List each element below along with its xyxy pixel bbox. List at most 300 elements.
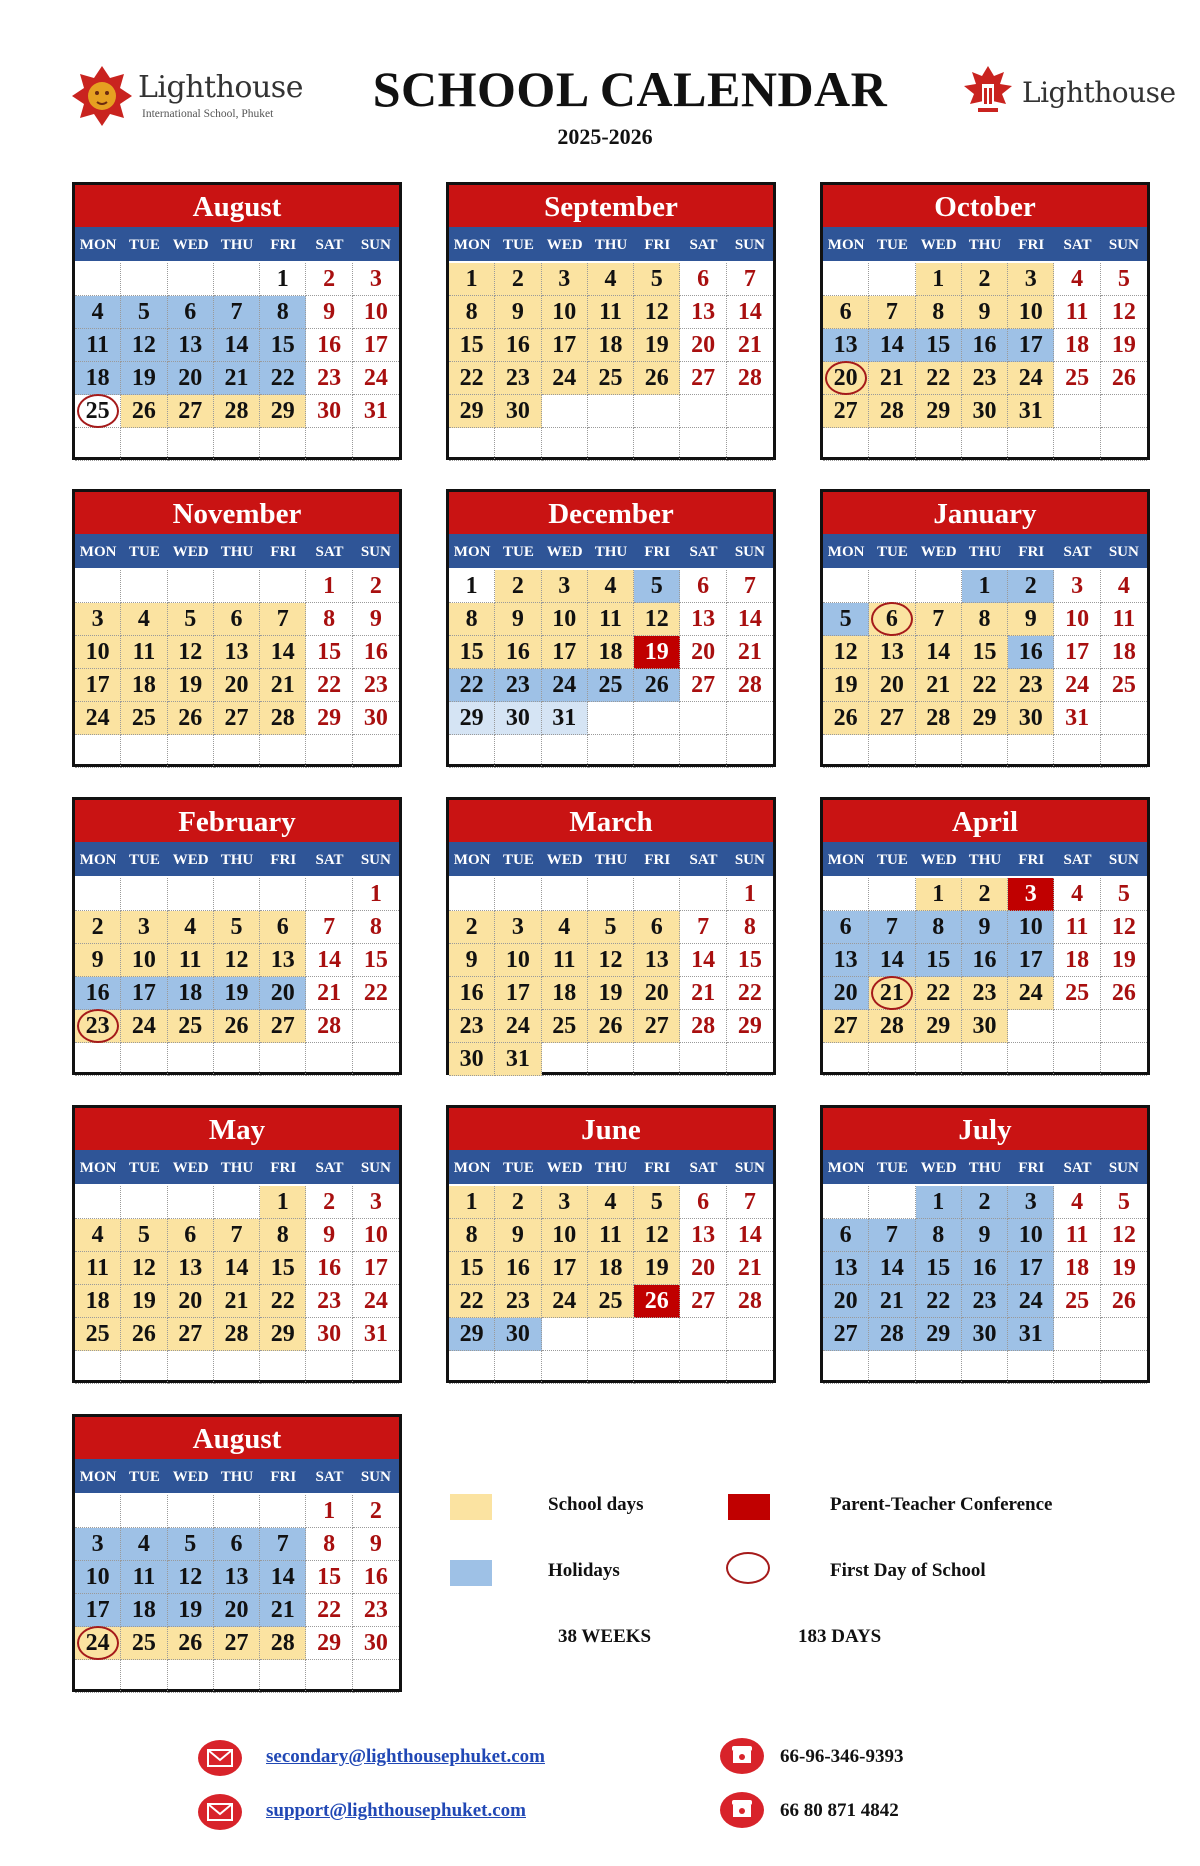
day-cell bbox=[121, 1351, 167, 1384]
day-cell: 25 bbox=[588, 669, 634, 702]
day-cell: 5 bbox=[634, 263, 680, 296]
day-cell: 13 bbox=[869, 636, 915, 669]
day-cell: 13 bbox=[168, 329, 214, 362]
day-cell: 16 bbox=[495, 329, 541, 362]
day-cell: 21 bbox=[260, 1594, 306, 1627]
day-cell bbox=[542, 428, 588, 461]
day-cell: 27 bbox=[823, 1010, 869, 1043]
weekday-label: WED bbox=[172, 1160, 209, 1176]
day-cell: 23 bbox=[495, 1285, 541, 1318]
day-cell: 9 bbox=[75, 944, 121, 977]
day-cell: 23 bbox=[495, 362, 541, 395]
legend-school-days: School days bbox=[548, 1494, 644, 1515]
day-cell bbox=[214, 1351, 260, 1384]
day-cell: 11 bbox=[75, 329, 121, 362]
day-cell: 13 bbox=[680, 603, 726, 636]
day-cell bbox=[306, 1043, 352, 1076]
day-cell bbox=[260, 1495, 306, 1528]
weekday-label: WED bbox=[172, 237, 209, 253]
day-cell: 3 bbox=[1054, 570, 1100, 603]
weekday-label: SUN bbox=[1108, 237, 1139, 253]
day-cell: 2 bbox=[495, 570, 541, 603]
email-icon bbox=[198, 1740, 242, 1776]
day-cell: 18 bbox=[168, 977, 214, 1010]
month-april bbox=[820, 797, 1150, 1075]
day-cell bbox=[353, 1043, 399, 1076]
day-cell: 14 bbox=[869, 944, 915, 977]
day-cell: 1 bbox=[449, 263, 495, 296]
day-cell bbox=[680, 1351, 726, 1384]
day-cell: 7 bbox=[260, 1528, 306, 1561]
day-cell bbox=[634, 735, 680, 768]
weekday-header bbox=[823, 1150, 1147, 1184]
day-cell: 22 bbox=[962, 669, 1008, 702]
day-cell: 24 bbox=[542, 362, 588, 395]
month-name: September bbox=[449, 185, 773, 227]
day-cell: 17 bbox=[1008, 329, 1054, 362]
day-cell bbox=[1008, 1351, 1054, 1384]
day-grid bbox=[449, 878, 773, 1076]
day-cell: 28 bbox=[727, 1285, 773, 1318]
day-grid bbox=[823, 570, 1147, 768]
day-cell bbox=[588, 428, 634, 461]
day-cell: 2 bbox=[495, 1186, 541, 1219]
day-cell bbox=[168, 735, 214, 768]
day-cell bbox=[1054, 735, 1100, 768]
page-subtitle-year: 2025-2026 bbox=[557, 124, 653, 149]
phone-number-1[interactable]: 66-96-346-9393 bbox=[780, 1746, 904, 1767]
day-cell bbox=[634, 1043, 680, 1076]
weekday-label: SUN bbox=[1108, 1160, 1139, 1176]
day-cell bbox=[353, 428, 399, 461]
day-cell: 4 bbox=[588, 263, 634, 296]
month-september bbox=[446, 182, 776, 460]
day-grid bbox=[449, 1186, 773, 1384]
day-cell: 16 bbox=[962, 944, 1008, 977]
weekday-label: THU bbox=[594, 852, 628, 868]
day-cell bbox=[495, 1351, 541, 1384]
day-cell bbox=[823, 428, 869, 461]
day-cell: 5 bbox=[634, 1186, 680, 1219]
day-cell bbox=[542, 1351, 588, 1384]
day-cell: 28 bbox=[260, 1627, 306, 1660]
day-cell: 25 bbox=[1054, 977, 1100, 1010]
day-cell: 26 bbox=[1101, 977, 1147, 1010]
day-cell: 20 bbox=[823, 1285, 869, 1318]
day-cell bbox=[727, 735, 773, 768]
day-cell: 17 bbox=[542, 636, 588, 669]
weekday-header bbox=[75, 227, 399, 261]
day-cell: 20 bbox=[214, 1594, 260, 1627]
weekday-label: THU bbox=[968, 852, 1002, 868]
day-cell: 28 bbox=[260, 702, 306, 735]
day-cell: 25 bbox=[588, 362, 634, 395]
weekday-label: SUN bbox=[1108, 852, 1139, 868]
day-cell: 28 bbox=[214, 395, 260, 428]
day-cell: 23 bbox=[1008, 669, 1054, 702]
day-cell: 10 bbox=[75, 1561, 121, 1594]
day-cell bbox=[168, 1660, 214, 1693]
day-cell: 4 bbox=[168, 911, 214, 944]
day-cell: 18 bbox=[1054, 329, 1100, 362]
day-cell: 11 bbox=[588, 296, 634, 329]
day-cell bbox=[634, 428, 680, 461]
day-cell bbox=[634, 1318, 680, 1351]
day-cell bbox=[542, 878, 588, 911]
day-cell: 31 bbox=[1054, 702, 1100, 735]
logo-left-subtitle: International School, Phuket bbox=[142, 108, 274, 120]
day-cell bbox=[962, 428, 1008, 461]
day-cell: 1 bbox=[916, 1186, 962, 1219]
day-cell: 28 bbox=[869, 395, 915, 428]
day-cell: 31 bbox=[495, 1043, 541, 1076]
day-cell: 30 bbox=[495, 395, 541, 428]
weekday-label: SAT bbox=[1063, 237, 1092, 253]
logo-right-name: Lighthouse bbox=[1022, 76, 1176, 109]
day-cell: 5 bbox=[214, 911, 260, 944]
day-cell: 1 bbox=[306, 1495, 352, 1528]
day-cell: 30 bbox=[962, 1318, 1008, 1351]
day-grid bbox=[75, 1495, 399, 1693]
day-cell bbox=[916, 1043, 962, 1076]
weekday-label: THU bbox=[968, 1160, 1002, 1176]
day-cell bbox=[680, 878, 726, 911]
day-cell: 27 bbox=[634, 1010, 680, 1043]
day-cell bbox=[121, 1495, 167, 1528]
day-cell: 1 bbox=[916, 878, 962, 911]
page-title: SCHOOL CALENDAR bbox=[372, 61, 888, 117]
weekday-label: MON bbox=[453, 544, 491, 560]
day-cell bbox=[1054, 428, 1100, 461]
weekday-label: SUN bbox=[734, 237, 765, 253]
day-cell: 27 bbox=[680, 1285, 726, 1318]
day-cell: 7 bbox=[680, 911, 726, 944]
day-cell: 6 bbox=[214, 603, 260, 636]
day-cell: 28 bbox=[680, 1010, 726, 1043]
legend-holidays: Holidays bbox=[548, 1560, 620, 1581]
day-cell bbox=[634, 1351, 680, 1384]
day-cell: 27 bbox=[680, 669, 726, 702]
day-cell: 8 bbox=[449, 296, 495, 329]
weekday-label: SAT bbox=[689, 237, 718, 253]
day-cell: 7 bbox=[869, 296, 915, 329]
day-cell bbox=[727, 1318, 773, 1351]
day-cell: 25 bbox=[121, 702, 167, 735]
day-cell bbox=[916, 428, 962, 461]
day-cell: 18 bbox=[1054, 1252, 1100, 1285]
day-cell: 6 bbox=[168, 1219, 214, 1252]
day-cell: 21 bbox=[214, 362, 260, 395]
day-cell: 19 bbox=[1101, 1252, 1147, 1285]
day-cell: 2 bbox=[1008, 570, 1054, 603]
day-cell: 26 bbox=[1101, 1285, 1147, 1318]
day-cell: 15 bbox=[916, 1252, 962, 1285]
day-cell bbox=[214, 878, 260, 911]
school-days-swatch bbox=[450, 1494, 492, 1520]
day-cell bbox=[823, 1186, 869, 1219]
month-august bbox=[72, 1414, 402, 1692]
day-cell bbox=[168, 428, 214, 461]
day-cell: 10 bbox=[1054, 603, 1100, 636]
day-cell: 14 bbox=[260, 1561, 306, 1594]
weekday-label: SAT bbox=[315, 1469, 344, 1485]
day-cell: 2 bbox=[962, 878, 1008, 911]
day-cell bbox=[75, 1043, 121, 1076]
weekday-header bbox=[823, 534, 1147, 568]
day-cell bbox=[306, 428, 352, 461]
day-cell: 12 bbox=[214, 944, 260, 977]
day-cell: 27 bbox=[214, 702, 260, 735]
day-cell: 21 bbox=[214, 1285, 260, 1318]
weekday-label: WED bbox=[172, 852, 209, 868]
month-name: October bbox=[823, 185, 1147, 227]
email-icon bbox=[198, 1794, 242, 1830]
day-cell bbox=[168, 570, 214, 603]
email-secondary-link[interactable]: secondary@lighthousephuket.com bbox=[266, 1746, 545, 1767]
day-cell: 9 bbox=[353, 603, 399, 636]
day-cell: 29 bbox=[962, 702, 1008, 735]
day-cell: 9 bbox=[449, 944, 495, 977]
weekday-label: SAT bbox=[689, 544, 718, 560]
day-cell: 15 bbox=[260, 1252, 306, 1285]
day-cell: 1 bbox=[449, 1186, 495, 1219]
day-cell: 1 bbox=[962, 570, 1008, 603]
weekday-label: FRI bbox=[1018, 1160, 1045, 1176]
day-cell: 15 bbox=[306, 636, 352, 669]
day-cell: 12 bbox=[121, 1252, 167, 1285]
day-cell: 1 bbox=[449, 570, 495, 603]
day-cell: 30 bbox=[962, 395, 1008, 428]
day-cell bbox=[214, 1043, 260, 1076]
day-cell: 20 bbox=[168, 362, 214, 395]
day-cell: 26 bbox=[168, 1627, 214, 1660]
weekday-label: FRI bbox=[644, 237, 671, 253]
day-cell: 14 bbox=[869, 329, 915, 362]
day-cell: 25 bbox=[1054, 1285, 1100, 1318]
day-cell: 7 bbox=[727, 1186, 773, 1219]
day-cell bbox=[1101, 702, 1147, 735]
day-cell: 21 bbox=[727, 636, 773, 669]
day-grid bbox=[823, 263, 1147, 461]
month-name: July bbox=[823, 1108, 1147, 1150]
day-cell: 1 bbox=[727, 878, 773, 911]
day-cell: 13 bbox=[214, 1561, 260, 1594]
day-cell: 31 bbox=[353, 395, 399, 428]
day-cell: 16 bbox=[962, 1252, 1008, 1285]
day-cell: 31 bbox=[1008, 1318, 1054, 1351]
month-march bbox=[446, 797, 776, 1075]
day-cell: 21 bbox=[680, 977, 726, 1010]
day-cell: 17 bbox=[353, 329, 399, 362]
day-cell: 24 bbox=[353, 1285, 399, 1318]
day-cell: 14 bbox=[727, 296, 773, 329]
day-cell: 19 bbox=[168, 1594, 214, 1627]
day-cell bbox=[260, 1043, 306, 1076]
day-cell bbox=[962, 735, 1008, 768]
month-name: December bbox=[449, 492, 773, 534]
day-cell: 14 bbox=[727, 603, 773, 636]
day-cell: 12 bbox=[1101, 1219, 1147, 1252]
day-cell bbox=[1054, 1351, 1100, 1384]
day-cell: 24 bbox=[1054, 669, 1100, 702]
day-cell bbox=[588, 735, 634, 768]
day-cell bbox=[588, 1043, 634, 1076]
day-cell: 6 bbox=[869, 603, 915, 636]
day-cell: 7 bbox=[214, 1219, 260, 1252]
day-cell: 17 bbox=[1054, 636, 1100, 669]
day-cell: 10 bbox=[542, 296, 588, 329]
weekday-label: WED bbox=[546, 1160, 583, 1176]
phone-number-2[interactable]: 66 80 871 4842 bbox=[780, 1800, 899, 1821]
day-cell: 11 bbox=[75, 1252, 121, 1285]
day-cell: 2 bbox=[962, 1186, 1008, 1219]
day-cell bbox=[542, 1318, 588, 1351]
day-cell: 30 bbox=[353, 702, 399, 735]
day-cell: 7 bbox=[916, 603, 962, 636]
day-cell: 17 bbox=[75, 1594, 121, 1627]
month-may bbox=[72, 1105, 402, 1383]
day-cell bbox=[306, 1660, 352, 1693]
day-cell: 10 bbox=[75, 636, 121, 669]
weekday-label: FRI bbox=[270, 237, 297, 253]
day-cell: 6 bbox=[634, 911, 680, 944]
weekday-header bbox=[75, 534, 399, 568]
day-cell: 25 bbox=[588, 1285, 634, 1318]
day-cell bbox=[121, 878, 167, 911]
day-grid bbox=[823, 878, 1147, 1076]
day-cell bbox=[634, 702, 680, 735]
day-cell: 28 bbox=[869, 1318, 915, 1351]
day-cell: 17 bbox=[121, 977, 167, 1010]
day-cell bbox=[727, 395, 773, 428]
day-cell bbox=[869, 878, 915, 911]
day-cell bbox=[542, 1043, 588, 1076]
day-cell: 26 bbox=[823, 702, 869, 735]
day-cell: 17 bbox=[1008, 944, 1054, 977]
weekday-label: THU bbox=[594, 237, 628, 253]
day-cell: 22 bbox=[916, 362, 962, 395]
weekday-label: THU bbox=[220, 544, 254, 560]
day-cell: 13 bbox=[260, 944, 306, 977]
day-cell bbox=[260, 1351, 306, 1384]
weekday-label: SAT bbox=[1063, 1160, 1092, 1176]
day-cell: 14 bbox=[214, 329, 260, 362]
day-cell: 5 bbox=[1101, 263, 1147, 296]
day-cell bbox=[75, 1186, 121, 1219]
day-cell: 19 bbox=[121, 362, 167, 395]
day-cell bbox=[495, 735, 541, 768]
day-cell: 25 bbox=[1101, 669, 1147, 702]
day-cell: 7 bbox=[214, 296, 260, 329]
day-cell: 21 bbox=[727, 329, 773, 362]
day-cell: 30 bbox=[495, 1318, 541, 1351]
day-cell bbox=[121, 1043, 167, 1076]
day-cell: 12 bbox=[168, 1561, 214, 1594]
phone-icon bbox=[720, 1792, 764, 1828]
day-cell: 9 bbox=[962, 911, 1008, 944]
weekday-label: FRI bbox=[644, 544, 671, 560]
day-cell bbox=[353, 1010, 399, 1043]
day-cell: 19 bbox=[214, 977, 260, 1010]
day-cell: 22 bbox=[260, 362, 306, 395]
day-cell: 17 bbox=[542, 329, 588, 362]
day-cell: 5 bbox=[121, 296, 167, 329]
weekday-label: FRI bbox=[1018, 237, 1045, 253]
day-cell: 15 bbox=[306, 1561, 352, 1594]
day-cell: 13 bbox=[680, 296, 726, 329]
weekday-label: MON bbox=[79, 1469, 117, 1485]
day-cell: 3 bbox=[495, 911, 541, 944]
day-cell bbox=[869, 1351, 915, 1384]
day-cell: 17 bbox=[353, 1252, 399, 1285]
day-cell: 23 bbox=[495, 669, 541, 702]
day-cell: 20 bbox=[214, 669, 260, 702]
day-cell: 15 bbox=[727, 944, 773, 977]
day-cell: 20 bbox=[823, 977, 869, 1010]
weekday-label: FRI bbox=[270, 544, 297, 560]
email-support-link[interactable]: support@lighthousephuket.com bbox=[266, 1800, 526, 1821]
weekday-header bbox=[449, 842, 773, 876]
day-cell: 19 bbox=[121, 1285, 167, 1318]
day-cell: 28 bbox=[869, 1010, 915, 1043]
weekday-header bbox=[449, 227, 773, 261]
day-cell: 4 bbox=[75, 296, 121, 329]
day-cell: 24 bbox=[495, 1010, 541, 1043]
day-cell: 20 bbox=[680, 329, 726, 362]
day-grid bbox=[75, 1186, 399, 1384]
day-cell bbox=[449, 735, 495, 768]
weekday-label: MON bbox=[79, 544, 117, 560]
day-cell bbox=[75, 570, 121, 603]
day-cell: 2 bbox=[353, 570, 399, 603]
day-cell bbox=[214, 570, 260, 603]
weekday-label: WED bbox=[920, 1160, 957, 1176]
day-cell: 3 bbox=[1008, 878, 1054, 911]
weekday-label: TUE bbox=[877, 1160, 908, 1176]
lighthouse-icon bbox=[960, 64, 1016, 116]
month-june bbox=[446, 1105, 776, 1383]
day-cell bbox=[495, 878, 541, 911]
total-weeks: 38 WEEKS bbox=[558, 1626, 652, 1647]
day-cell: 14 bbox=[916, 636, 962, 669]
day-cell: 30 bbox=[495, 702, 541, 735]
month-name: August bbox=[75, 185, 399, 227]
day-cell bbox=[168, 1351, 214, 1384]
day-cell: 13 bbox=[680, 1219, 726, 1252]
day-cell: 29 bbox=[306, 1627, 352, 1660]
weekday-label: THU bbox=[968, 237, 1002, 253]
day-cell: 9 bbox=[495, 1219, 541, 1252]
month-november bbox=[72, 489, 402, 767]
day-cell bbox=[1101, 1010, 1147, 1043]
day-cell: 27 bbox=[168, 395, 214, 428]
day-cell: 10 bbox=[542, 1219, 588, 1252]
day-cell: 11 bbox=[121, 1561, 167, 1594]
day-cell: 30 bbox=[1008, 702, 1054, 735]
day-cell: 27 bbox=[260, 1010, 306, 1043]
day-cell: 31 bbox=[353, 1318, 399, 1351]
weekday-label: FRI bbox=[270, 1160, 297, 1176]
weekday-label: SUN bbox=[360, 237, 391, 253]
day-cell: 2 bbox=[75, 911, 121, 944]
day-cell: 5 bbox=[1101, 1186, 1147, 1219]
weekday-label: MON bbox=[453, 1160, 491, 1176]
day-cell bbox=[1008, 428, 1054, 461]
day-cell: 11 bbox=[1054, 911, 1100, 944]
day-cell bbox=[75, 735, 121, 768]
day-cell bbox=[121, 1186, 167, 1219]
day-cell: 28 bbox=[916, 702, 962, 735]
